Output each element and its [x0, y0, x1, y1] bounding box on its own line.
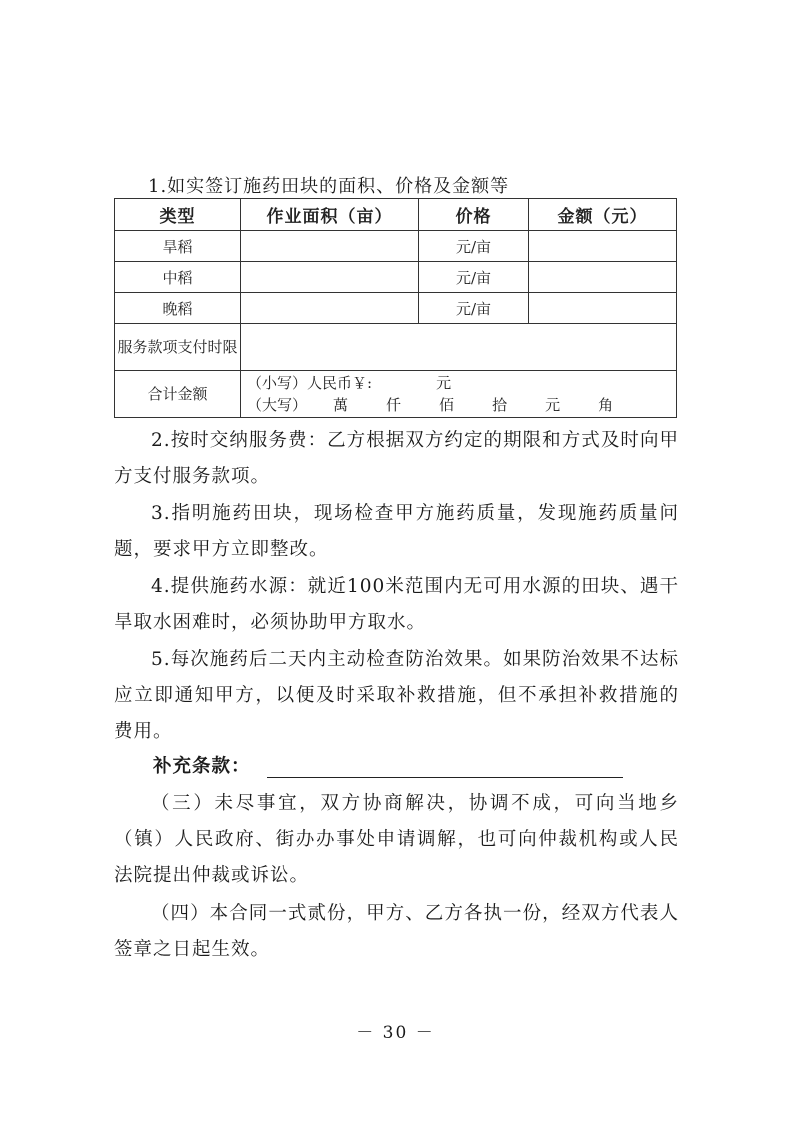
table-row — [115, 231, 677, 262]
paragraph-3: 3.指明施药田块，现场检查甲方施药质量，发现施药质量问题，要求甲方立即整改。 — [114, 503, 679, 560]
unit-shi: 拾 — [492, 396, 508, 414]
supplement-blank-line — [267, 755, 623, 778]
payment-time-label: 服务款项支付时限 — [115, 324, 241, 371]
payment-time-row — [115, 324, 677, 371]
total-value — [241, 371, 677, 418]
row-price: 元/亩 — [419, 293, 529, 324]
total-big-line — [247, 394, 676, 416]
row-area — [241, 231, 419, 262]
total-row — [115, 371, 677, 418]
section-intro: 1.如实签订施药田块的面积、价格及金额等 — [148, 176, 510, 197]
total-big-prefix: （大写） — [247, 396, 308, 414]
total-small-unit: 元 — [436, 374, 452, 392]
table-row — [115, 293, 677, 324]
row-amount — [529, 262, 677, 293]
unit-qian: 仟 — [386, 396, 402, 414]
unit-wan: 萬 — [333, 396, 349, 414]
clause-3: （三）未尽事宜，双方协商解决，协调不成，可向当地乡（镇）人民政府、街办办事处申请调解，也可向仲裁机构或人民法院提出仲裁或诉讼。 — [114, 793, 679, 886]
supplement-section — [153, 752, 623, 778]
row-type: 旱稻 — [115, 231, 241, 262]
unit-jiao: 角 — [598, 396, 614, 414]
header-price: 价格 — [419, 199, 529, 231]
total-label: 合计金额 — [115, 371, 241, 418]
page-number: － 30 － — [356, 1023, 435, 1043]
row-type: 中稻 — [115, 262, 241, 293]
unit-yuan: 元 — [545, 396, 561, 414]
total-small-prefix: （小写）人民币￥: — [247, 374, 373, 392]
fee-table — [114, 198, 677, 418]
row-amount — [529, 231, 677, 262]
row-price: 元/亩 — [419, 262, 529, 293]
row-type: 晚稻 — [115, 293, 241, 324]
table-header-row — [115, 199, 677, 231]
supplement-label: 补充条款： — [153, 756, 251, 777]
header-type: 类型 — [115, 199, 241, 231]
row-price: 元/亩 — [419, 231, 529, 262]
row-amount — [529, 293, 677, 324]
total-small-line — [247, 372, 676, 394]
paragraph-5: 5.每次施药后二天内主动检查防治效果。如果防治效果不达标应立即通知甲方，以便及时采取补救措施，但不承担补救措施的费用。 — [114, 649, 679, 742]
header-amount: 金额（元） — [529, 199, 677, 231]
paragraph-2: 2.按时交纳服务费：乙方根据双方约定的期限和方式及时向甲方支付服务款项。 — [114, 430, 679, 487]
clause-4: （四）本合同一式贰份，甲方、乙方各执一份，经双方代表人签章之日起生效。 — [114, 903, 679, 960]
unit-bai: 佰 — [439, 396, 455, 414]
payment-time-value — [241, 324, 677, 371]
header-area: 作业面积（亩） — [241, 199, 419, 231]
table-row — [115, 262, 677, 293]
row-area — [241, 262, 419, 293]
row-area — [241, 293, 419, 324]
paragraph-4: 4.提供施药水源：就近100米范围内无可用水源的田块、遇干旱取水困难时，必须协助甲方取水。 — [114, 576, 679, 633]
